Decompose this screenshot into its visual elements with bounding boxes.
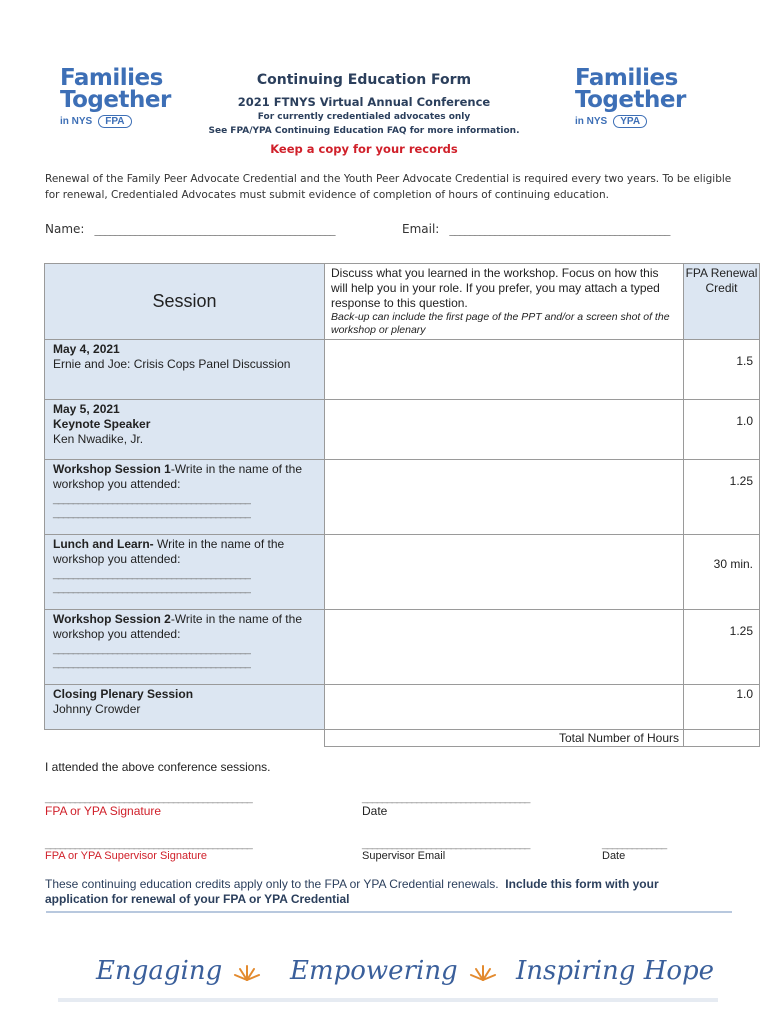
logo-tag-ypa: YPA [613,115,647,128]
discuss-cell[interactable] [325,340,684,400]
faq-note: See FPA/YPA Continuing Education FAQ for more information. [208,126,520,136]
supervisor-date-label: Date [602,850,626,862]
col-session-header: Session [45,264,325,340]
signature-line[interactable]: __________________________________________ [45,792,252,804]
footer-empowering: Empowering [290,956,458,986]
table-row [45,685,760,730]
logo-line1: Families [575,65,678,91]
supervisor-email-label: Supervisor Email [362,850,446,862]
table-row [45,460,760,535]
credit-cell: 30 min. [684,535,760,610]
table-header-row [45,264,760,340]
discuss-cell[interactable] [325,400,684,460]
signature-label: FPA or YPA Signature [45,804,162,818]
name-field[interactable] [45,222,334,236]
session-title: Lunch and Learn- [53,537,154,551]
session-title: Keynote Speaker [53,417,151,431]
session-cell [45,460,325,535]
session-cell [45,685,325,730]
spark-icon [232,962,262,982]
footer-engaging: Engaging [96,956,223,986]
logo-families-together-ypa [575,62,695,132]
table-row [45,610,760,685]
discuss-cell[interactable] [325,685,684,730]
workshop-name-line[interactable]: ________________________________________ [53,657,250,669]
session-desc: Ernie and Joe: Crisis Cops Panel Discussion [53,357,291,371]
final-note-bold: Include this form with your application for renewal of your FPA or YPA Credential [45,877,659,906]
session-desc: -Write in the name of the workshop you attended: [53,462,302,491]
email-line[interactable]: ____________________________________________ [449,222,670,236]
credit-cell: 1.0 [684,685,760,730]
session-title: Workshop Session 1 [53,462,171,476]
session-title: Workshop Session 2 [53,612,171,626]
sessions-table [44,263,760,747]
form-title: Continuing Education Form [256,72,472,88]
discuss-cell[interactable] [325,610,684,685]
workshop-name-line[interactable]: ________________________________________ [53,582,250,594]
session-cell [45,400,325,460]
logo-region: in NYS FPA [60,116,132,127]
col-discuss-header [325,264,684,340]
col-credit-header: FPA Renewal Credit [684,264,760,340]
logo-line2: Together [60,87,171,113]
name-line[interactable]: ________________________________________________ [94,222,335,236]
session-cell [45,340,325,400]
date-label: Date [362,804,388,818]
session-desc: Ken Nwadike, Jr. [53,432,144,446]
logo-tag-fpa: FPA [98,115,131,128]
table-row [45,535,760,610]
supervisor-date-field[interactable] [602,838,666,862]
attended-statement: I attended the above conference sessions. [45,760,271,774]
total-label: Total Number of Hours [325,730,684,747]
credit-cell: 1.0 [684,400,760,460]
workshop-name-line[interactable]: ________________________________________ [53,643,250,655]
session-cell [45,535,325,610]
supervisor-date-line[interactable]: _____________ [602,838,666,850]
session-cell [45,610,325,685]
credit-cell: 1.5 [684,340,760,400]
keep-copy-note: Keep a copy for your records [270,142,458,156]
divider [46,911,732,913]
session-date: May 5, 2021 [53,402,120,416]
footer-rule [58,998,718,1002]
discuss-cell[interactable] [325,535,684,610]
credit-cell: 1.25 [684,610,760,685]
supervisor-email-line[interactable]: __________________________________ [362,838,530,850]
table-row [45,340,760,400]
date-field[interactable] [362,792,529,818]
email-label: Email: [402,222,440,236]
total-row [45,730,760,747]
table-row [45,400,760,460]
discuss-backup-note: Back-up can include the first page of the PPT and/or a screen shot of the workshop or plenary [331,311,670,336]
workshop-name-line[interactable]: ________________________________________ [53,493,250,505]
final-note [45,877,725,907]
email-field[interactable] [402,222,669,236]
supervisor-signature-line[interactable]: __________________________________________ [45,838,252,850]
conference-name: 2021 FTNYS Virtual Annual Conference [237,95,491,109]
session-title: Closing Plenary Session [53,687,194,701]
audience-note: For currently credentialed advocates only [257,112,471,122]
footer-inspiring-hope: Inspiring Hope [516,956,715,986]
intro-paragraph: Renewal of the Family Peer Advocate Credential and the Youth Peer Advocate Credential is required every two years. To be eligible for renewal, Credentialed Advocates must submit evidence of completion of hours of continuing education. [45,173,732,201]
session-desc: -Write in the name of the workshop you attended: [53,612,302,641]
supervisor-signature-label: FPA or YPA Supervisor Signature [45,850,208,862]
session-date: May 4, 2021 [53,342,120,356]
logo-region: in NYS YPA [575,116,647,127]
fpa-signature-field[interactable] [45,792,252,818]
supervisor-email-field[interactable] [362,838,529,862]
logo-line1: Families [60,65,163,91]
discuss-instructions: Discuss what you learned in the workshop. Focus on how this will help you in your role. If you prefer, you may attach a typed response to this question. [331,266,660,310]
session-desc: Write in the name of the workshop you attended: [53,537,285,566]
final-note-plain: These continuing education credits apply only to the FPA or YPA Credential renewals. [45,877,499,891]
session-desc: Johnny Crowder [53,702,141,716]
logo-families-together-fpa [60,62,180,132]
discuss-cell[interactable] [325,460,684,535]
credit-cell: 1.25 [684,460,760,535]
date-line[interactable]: __________________________________ [362,792,530,804]
supervisor-signature-field[interactable] [45,838,252,862]
workshop-name-line[interactable]: ________________________________________ [53,507,250,519]
logo-line2: Together [575,87,686,113]
workshop-name-line[interactable]: ________________________________________ [53,568,250,580]
name-label: Name: [45,222,85,236]
spark-icon [468,962,498,982]
total-cell[interactable] [684,730,760,747]
